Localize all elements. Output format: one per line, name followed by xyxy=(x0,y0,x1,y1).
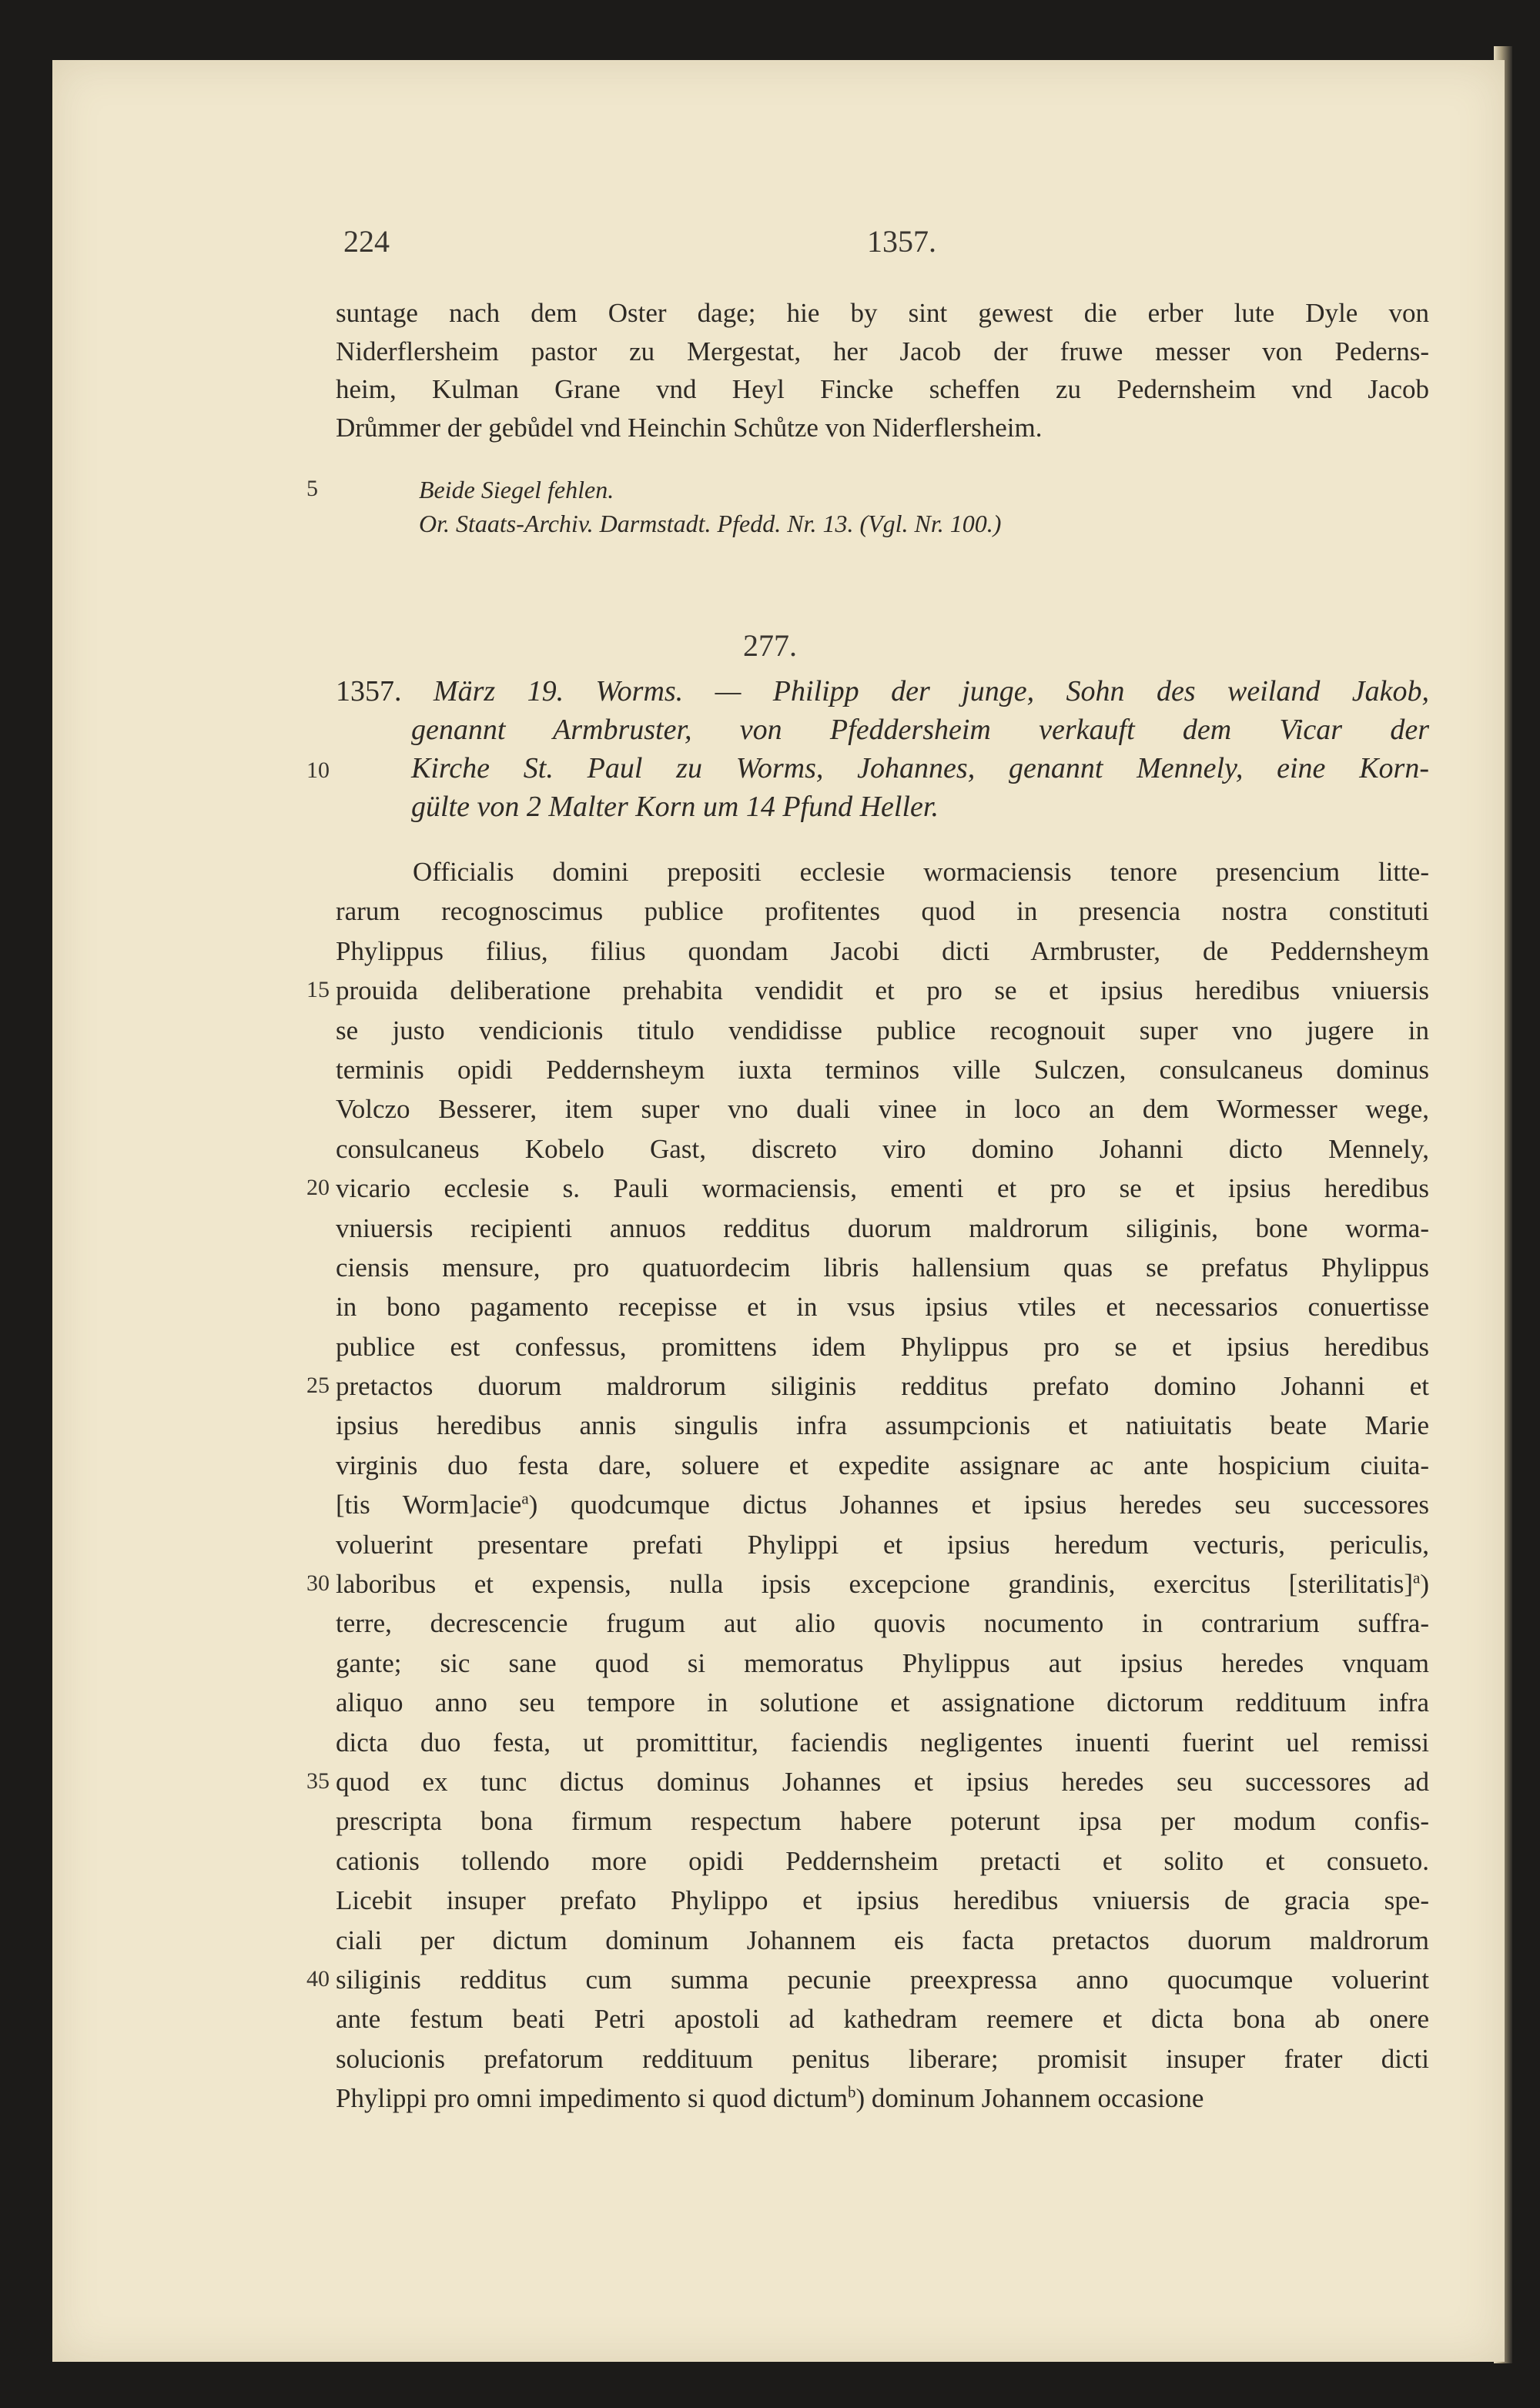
charter-text xyxy=(336,852,1429,2119)
text-line: solucionis prefatorum reddituum penitus liberare; promisit insuper frater dicti xyxy=(336,2043,1429,2074)
text-line: voluerint presentare prefati Phylippi et ipsius heredum vecturis, periculis, xyxy=(336,1529,1429,1560)
text-line: Niderflersheim pastor zu Mergestat, her Jacob der fruwe messer von Pederns- xyxy=(336,336,1429,366)
regest-line: genannt Armbruster, von Pfeddersheim verkauft dem Vicar der xyxy=(411,714,1429,746)
text-line: prescripta bona firmum respectum habere poterunt ipsa per modum confis- xyxy=(336,1806,1429,1837)
text-line: quod ex tunc dictus dominus Johannes et ipsius heredes seu successores ad xyxy=(336,1766,1429,1797)
line-number: 5 xyxy=(306,476,318,501)
text-line: se justo vendicionis titulo vendidisse publice recognouit super vno jugere in xyxy=(336,1015,1429,1045)
text-line: Phylippi pro omni impedimento si quod dictum$^b$) dominum Johannem occasione xyxy=(336,2082,1204,2114)
text-line: laboribus et expensis, nulla ipsis excepcione grandinis, exercitus [sterilitatis]$^a$) xyxy=(336,1568,1429,1600)
text-line: ciali per dictum dominum Johannem eis facta pretactos duorum maldrorum xyxy=(336,1925,1429,1955)
text-line: suntage nach dem Oster dage; hie by sint gewest die erber lute Dyle von xyxy=(336,298,1429,328)
text-line: siliginis redditus cum summa pecunie preexpressa anno quocumque voluerint xyxy=(336,1964,1429,1995)
text-line: ipsius heredibus annis singulis infra assumpcionis et natiuitatis beate Marie xyxy=(336,1410,1429,1441)
text-line: vniuersis recipienti annuos redditus duorum maldrorum siliginis, bone worma- xyxy=(336,1212,1429,1243)
text-line: Drůmmer der gebůdel vnd Heinchin Schůtze von Niderflersheim. xyxy=(336,412,1043,443)
text-line: heim, Kulman Grane vnd Heyl Fincke scheffen zu Pedernsheim vnd Jacob xyxy=(336,374,1429,404)
running-header xyxy=(343,223,1421,262)
line-number: 30 xyxy=(306,1570,330,1597)
document-number: 277. xyxy=(743,628,797,663)
line-number: 15 xyxy=(306,977,330,1003)
text-line: terre, decrescencie frugum aut alio quovis nocumento in contrarium suffra- xyxy=(336,1608,1429,1639)
text-line: consulcaneus Kobelo Gast, discreto viro domino Johanni dicto Mennely, xyxy=(336,1133,1429,1164)
text-line: Volczo Besserer, item super vno duali vinee in loco an dem Wormesser wege, xyxy=(336,1094,1429,1125)
text-line: ciensis mensure, pro quatuordecim libris hallensium quas se prefatus Phylippus xyxy=(336,1252,1429,1283)
regest-line xyxy=(336,672,1429,711)
regest-text: März 19. Worms. — Philipp der junge, Sohn des weiland Jakob, xyxy=(433,675,1429,707)
line-number: 25 xyxy=(306,1373,330,1399)
text-line: [tis Worm]acie$^a$) quodcumque dictus Johannes et ipsius heredes seu successores xyxy=(336,1489,1430,1520)
text-line: vicario ecclesie s. Pauli wormaciensis, ementi et pro se et ipsius heredibus xyxy=(336,1173,1429,1204)
header-year: 1357. xyxy=(867,224,936,259)
line-number: 35 xyxy=(306,1768,330,1794)
previous-document-ending xyxy=(336,294,1429,446)
regest xyxy=(336,672,1429,826)
text-line: aliquo anno seu tempore in solutione et assignatione dictorum reddituum infra xyxy=(336,1687,1429,1718)
page-number: 224 xyxy=(343,224,390,259)
regest-line: Kirche St. Paul zu Worms, Johannes, genannt Mennely, eine Korn- xyxy=(411,752,1429,784)
text-line: Officialis domini prepositi ecclesie wormaciensis tenore presencium litte- xyxy=(413,857,1429,887)
line-number: 40 xyxy=(306,1966,330,1992)
text-line: publice est confessus, promittens idem Phylippus pro se et ipsius heredibus xyxy=(336,1331,1429,1362)
regest-line: gülte von 2 Malter Korn um 14 Pfund Heller. xyxy=(411,791,939,823)
text-line: Licebit insuper prefato Phylippo et ipsius heredibus vniuersis de gracia spe- xyxy=(336,1885,1429,1916)
text-line: cationis tollendo more opidi Peddernsheim pretacti et solito et consueto. xyxy=(336,1845,1429,1876)
line-number: 10 xyxy=(306,758,330,783)
text-line: prouida deliberatione prehabita vendidit et pro se et ipsius heredibus vniuersis xyxy=(336,975,1429,1006)
text-line: pretactos duorum maldrorum siliginis redditus prefato domino Johanni et xyxy=(336,1371,1429,1402)
archive-reference: Or. Staats-Archiv. Darmstadt. Pfedd. Nr. 13. (Vgl. Nr. 100.) xyxy=(419,510,1002,537)
line-number: 20 xyxy=(306,1175,330,1201)
archival-notes xyxy=(419,473,1343,540)
text-line: terminis opidi Peddernsheym iuxta terminos ville Sulczen, consulcaneus dominus xyxy=(336,1054,1429,1085)
text-line: virginis duo festa dare, soluere et expedite assignare ac ante hospicium ciuita- xyxy=(336,1450,1429,1480)
seal-note: Beide Siegel fehlen. xyxy=(419,476,614,503)
text-line: gante; sic sane quod si memoratus Phylippus aut ipsius heredes vnquam xyxy=(336,1647,1429,1678)
text-line: in bono pagamento recepisse et in vsus ipsius vtiles et necessarios conuertisse xyxy=(336,1292,1429,1323)
text-line: ante festum beati Petri apostoli ad kathedram reemere et dicta bona ab onere xyxy=(336,2004,1429,2035)
regest-date: 1357. xyxy=(336,675,402,707)
text-line: dicta duo festa, ut promittitur, faciendis negligentes inuenti fuerint uel remissi xyxy=(336,1727,1429,1758)
text-line: rarum recognoscimus publice profitentes quod in presencia nostra constituti xyxy=(336,896,1429,927)
text-line: Phylippus filius, filius quondam Jacobi dicti Armbruster, de Peddernsheym xyxy=(336,935,1429,966)
